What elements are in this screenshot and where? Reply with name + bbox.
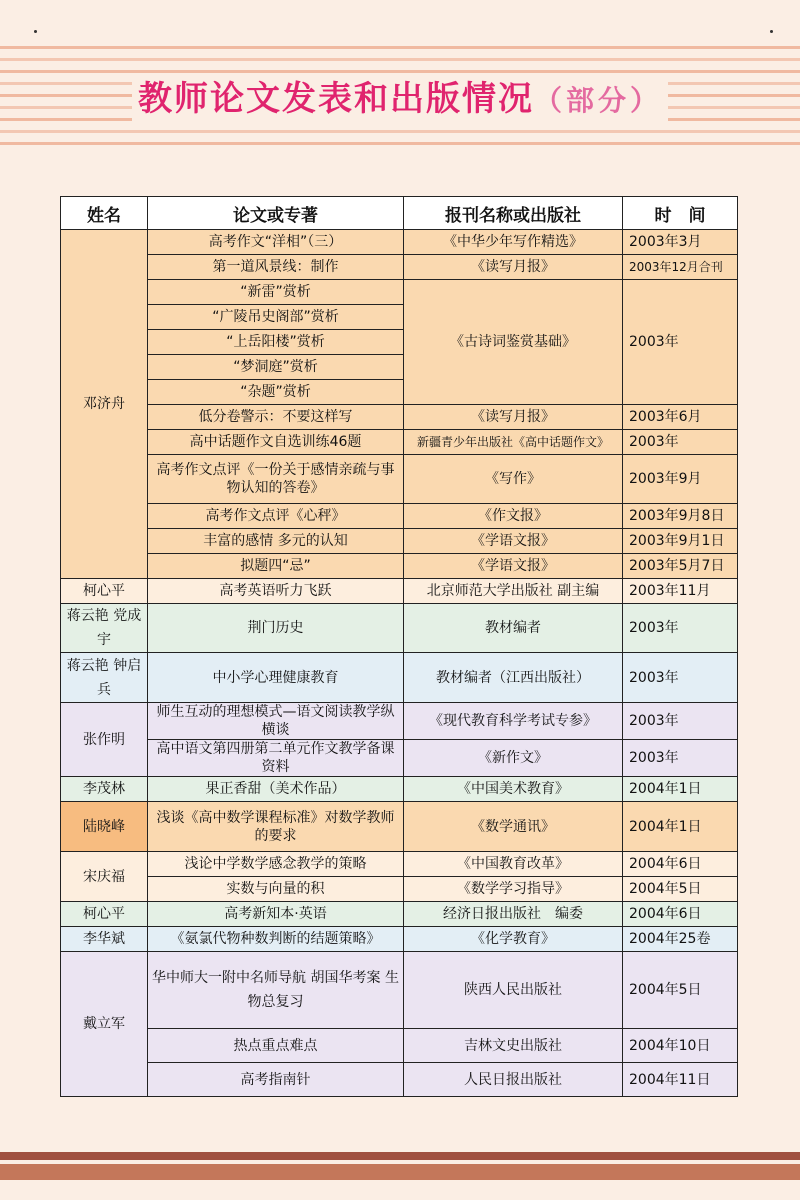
publisher-cell: 《写作》 — [404, 455, 623, 504]
author-cell: 蒋云艳 党成宇 — [61, 604, 148, 653]
publisher-cell: 《现代教育科学考试专参》 — [404, 703, 623, 740]
time-cell: 2004年25卷 — [623, 927, 738, 952]
paper-cell: 实数与向量的积 — [148, 877, 404, 902]
time-cell: 2003年 — [623, 653, 738, 703]
title-bar — [0, 74, 800, 124]
table-row — [61, 1029, 738, 1063]
paper-cell: 高中话题作文自选训练46题 — [148, 430, 404, 455]
time-cell: 2003年 — [623, 703, 738, 740]
author-cell: 柯心平 — [61, 902, 148, 927]
paper-cell: 第一道风景线：制作 — [148, 255, 404, 280]
time-cell: 2003年9月 — [623, 455, 738, 504]
time-cell: 2003年12月合刊 — [623, 255, 738, 280]
time-cell: 2003年 — [623, 430, 738, 455]
time-cell: 2004年6日 — [623, 852, 738, 877]
publisher-cell: 吉林文史出版社 — [404, 1029, 623, 1063]
table-row — [61, 653, 738, 703]
author-cell: 张作明 — [61, 703, 148, 777]
table-row — [61, 777, 738, 802]
publisher-cell: 《读写月报》 — [404, 255, 623, 280]
table-row — [61, 604, 738, 653]
author-cell: 戴立军 — [61, 952, 148, 1097]
page-title — [132, 74, 668, 126]
paper-cell: “新雷”赏析 — [148, 280, 404, 305]
paper-cell: “广陵吊史阁部”赏析 — [148, 305, 404, 330]
table-row — [61, 405, 738, 430]
table-row — [61, 802, 738, 852]
time-cell: 2003年9月1日 — [623, 529, 738, 554]
time-cell: 2004年6日 — [623, 902, 738, 927]
corner-dot — [770, 30, 773, 33]
publisher-cell: 《中国美术教育》 — [404, 777, 623, 802]
publisher-cell: 陕西人民出版社 — [404, 952, 623, 1029]
publisher-cell: 人民日报出版社 — [404, 1063, 623, 1097]
paper-cell: 高考作文“洋相”（三） — [148, 230, 404, 255]
author-cell: 蒋云艳 钟启兵 — [61, 653, 148, 703]
time-cell: 2003年11月 — [623, 579, 738, 604]
paper-cell: 浅谈《高中数学课程标准》对数学教师的要求 — [148, 802, 404, 852]
header-row — [61, 197, 738, 230]
time-cell: 2004年1日 — [623, 802, 738, 852]
table-row — [61, 927, 738, 952]
author-cell: 陆晓峰 — [61, 802, 148, 852]
table-row — [61, 455, 738, 504]
paper-cell: 丰富的感情 多元的认知 — [148, 529, 404, 554]
paper-cell: “梦洞庭”赏析 — [148, 355, 404, 380]
publisher-cell: 教材编者 — [404, 604, 623, 653]
table-row — [61, 529, 738, 554]
footer-band — [0, 1164, 800, 1180]
paper-cell: 华中师大一附中名师导航 胡国华考案 生物总复习 — [148, 952, 404, 1029]
table-row — [61, 579, 738, 604]
paper-cell: 拟题四“忌” — [148, 554, 404, 579]
publisher-cell: 《读写月报》 — [404, 405, 623, 430]
author-cell: 宋庆福 — [61, 852, 148, 902]
author-cell: 柯心平 — [61, 579, 148, 604]
table-row — [61, 504, 738, 529]
table-row — [61, 255, 738, 280]
time-cell: 2003年 — [623, 280, 738, 405]
publisher-cell: 《数学学习指导》 — [404, 877, 623, 902]
table-row — [61, 703, 738, 740]
paper-cell: “杂题”赏析 — [148, 380, 404, 405]
paper-cell: “上岳阳楼”赏析 — [148, 330, 404, 355]
header-publisher: 报刊名称或出版社 — [404, 197, 623, 230]
table-row — [61, 230, 738, 255]
header-time: 时 间 — [623, 197, 738, 230]
publisher-cell: 《古诗词鉴赏基础》 — [404, 280, 623, 405]
publisher-cell: 《中华少年写作精选》 — [404, 230, 623, 255]
paper-cell: 《氨氯代物种数判断的结题策略》 — [148, 927, 404, 952]
time-cell: 2003年5月7日 — [623, 554, 738, 579]
publisher-cell: 《学语文报》 — [404, 554, 623, 579]
paper-cell: 中小学心理健康教育 — [148, 653, 404, 703]
paper-cell: 低分卷警示：不要这样写 — [148, 405, 404, 430]
time-cell: 2004年11日 — [623, 1063, 738, 1097]
header-name: 姓名 — [61, 197, 148, 230]
time-cell: 2004年10日 — [623, 1029, 738, 1063]
table-row — [61, 1063, 738, 1097]
page-title-sub: （部分） — [533, 84, 662, 117]
paper-cell: 高中语文第四册第二单元作文教学备课资料 — [148, 740, 404, 777]
paper-cell: 高考作文点评《心秤》 — [148, 504, 404, 529]
publisher-cell: 北京师范大学出版社 副主编 — [404, 579, 623, 604]
paper-cell: 师生互动的理想模式—语文阅读教学纵横谈 — [148, 703, 404, 740]
publisher-cell: 《作文报》 — [404, 504, 623, 529]
table-row — [61, 280, 738, 305]
paper-cell: 荆门历史 — [148, 604, 404, 653]
paper-cell: 浅论中学数学感念教学的策略 — [148, 852, 404, 877]
paper-cell: 果正香甜（美术作品） — [148, 777, 404, 802]
header-paper: 论文或专著 — [148, 197, 404, 230]
time-cell: 2003年 — [623, 604, 738, 653]
table-row — [61, 902, 738, 927]
table-row — [61, 852, 738, 877]
paper-cell: 热点重点难点 — [148, 1029, 404, 1063]
footer-stripe — [0, 1152, 800, 1160]
table-row — [61, 740, 738, 777]
paper-cell: 高考英语听力飞跃 — [148, 579, 404, 604]
author-cell: 李华斌 — [61, 927, 148, 952]
time-cell: 2003年6月 — [623, 405, 738, 430]
time-cell: 2004年5日 — [623, 952, 738, 1029]
publisher-cell: 《新作文》 — [404, 740, 623, 777]
time-cell: 2003年 — [623, 740, 738, 777]
publisher-cell: 《数学通讯》 — [404, 802, 623, 852]
table-row — [61, 554, 738, 579]
publisher-cell: 经济日报出版社 编委 — [404, 902, 623, 927]
author-cell: 李茂林 — [61, 777, 148, 802]
publisher-cell: 《学语文报》 — [404, 529, 623, 554]
publisher-cell: 教材编者（江西出版社） — [404, 653, 623, 703]
publisher-cell: 新疆青少年出版社《高中话题作文》 — [404, 430, 623, 455]
publisher-cell: 《化学教育》 — [404, 927, 623, 952]
publication-table — [60, 196, 738, 1097]
paper-cell: 高考作文点评《一份关于感情亲疏与事物认知的答卷》 — [148, 455, 404, 504]
paper-cell: 高考新知本·英语 — [148, 902, 404, 927]
corner-dot — [34, 30, 37, 33]
publisher-cell: 《中国教育改革》 — [404, 852, 623, 877]
table-row — [61, 952, 738, 1029]
time-cell: 2004年5日 — [623, 877, 738, 902]
publication-table-wrap — [60, 196, 737, 1097]
time-cell: 2003年3月 — [623, 230, 738, 255]
paper-cell: 高考指南针 — [148, 1063, 404, 1097]
table-row — [61, 430, 738, 455]
time-cell: 2004年1日 — [623, 777, 738, 802]
page-title-main: 教师论文发表和出版情况 — [137, 79, 534, 119]
table-row — [61, 877, 738, 902]
time-cell: 2003年9月8日 — [623, 504, 738, 529]
footer-edge — [0, 1180, 800, 1200]
author-cell: 邓济舟 — [61, 230, 148, 579]
